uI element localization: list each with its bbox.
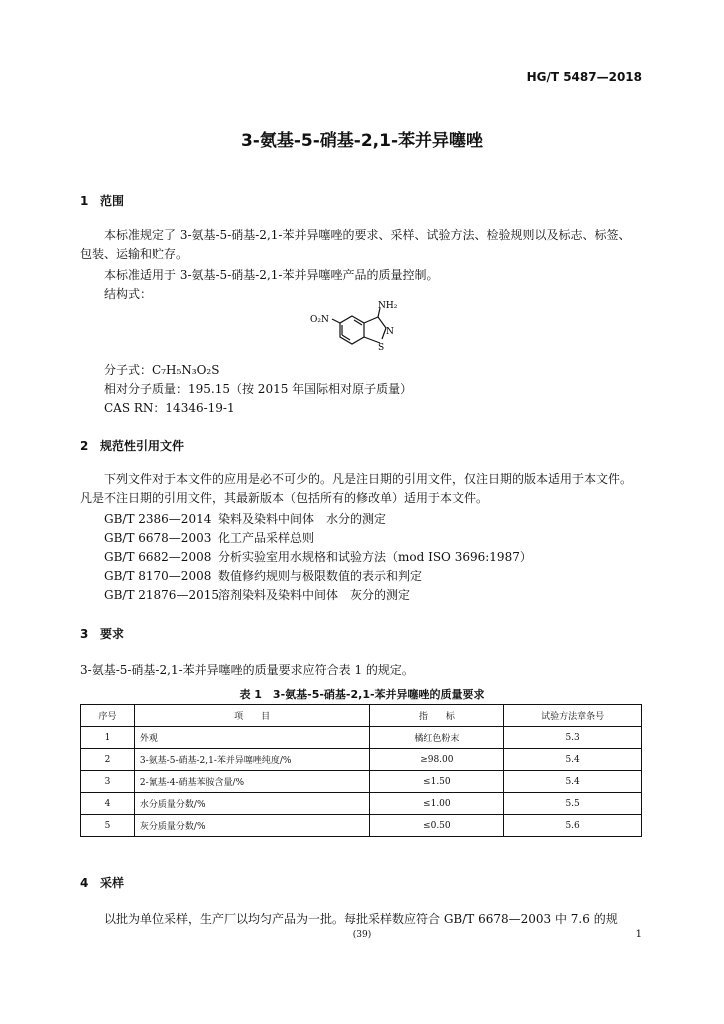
section-title: 范围 — [100, 194, 125, 208]
table-header-row — [81, 705, 642, 727]
reference-code: GB/T 2386—2014 — [104, 512, 212, 526]
section-3-heading — [80, 625, 124, 642]
table-cell: 3 — [81, 771, 135, 793]
reference-item — [104, 567, 422, 584]
amine-label: NH₂ — [378, 301, 398, 311]
table-row — [81, 793, 642, 815]
reference-title: 数值修约规则与极限数值的表示和判定 — [218, 569, 423, 583]
requirements-intro: 3-氨基-5-硝基-2,1-苯并异噻唑的质量要求应符合表 1 的规定。 — [80, 663, 414, 677]
reference-title: 化工产品采样总则 — [218, 531, 315, 545]
table-cell: 4 — [81, 793, 135, 815]
reference-code: GB/T 6678—2003 — [104, 531, 212, 545]
table-header-cell: 试验方法章条号 — [504, 705, 642, 727]
table-row — [81, 771, 642, 793]
reference-title: 分析实验室用水规格和试验方法（mod ISO 3696:1987） — [218, 550, 532, 564]
table-row — [81, 727, 642, 749]
table-cell: ≤1.00 — [370, 793, 504, 815]
scope-paragraph-1: 本标准规定了 3-氨基-5-硝基-2,1-苯并异噻唑的要求、采样、试验方法、检验规则以及标志、标签、包装、运输和贮存。 — [80, 228, 631, 261]
nitro-label: O₂N — [310, 315, 329, 325]
document-title: 3-氨基-5-硝基-2,1-苯并异噻唑 — [240, 131, 484, 151]
table-cell: ≥98.00 — [370, 749, 504, 771]
table-header-cell: 指 标 — [370, 705, 504, 727]
reference-title: 溶剂染料及染料中间体 灰分的测定 — [218, 588, 411, 602]
table-cell: 5.3 — [504, 727, 642, 749]
table-header-cell: 项 目 — [134, 705, 370, 727]
reference-item — [104, 510, 386, 527]
table-cell: 3-氨基-5-硝基-2,1-苯并异噻唑纯度/% — [134, 749, 370, 771]
section-2-heading — [80, 437, 184, 454]
section-number: 2 — [80, 439, 89, 453]
footer-page-marker: (39) — [352, 930, 372, 940]
sampling-paragraph: 以批为单位采样，生产厂以均匀产品为一批。每批采样数应符合 GB/T 6678—2003 中 7.6 的规 — [104, 912, 618, 926]
table-cell: 2 — [81, 749, 135, 771]
structure-label: 结构式： — [104, 287, 153, 301]
reference-code: GB/T 8170—2008 — [104, 569, 212, 583]
table-row — [81, 815, 642, 837]
structural-formula — [300, 298, 420, 360]
section-number: 3 — [80, 627, 89, 641]
reference-item — [104, 529, 314, 546]
table-cell: 橘红色粉末 — [370, 727, 504, 749]
molecular-formula: 分子式：C₇H₅N₃O₂S — [104, 363, 220, 377]
section-title: 规范性引用文件 — [100, 439, 185, 453]
table-cell: 外观 — [134, 727, 370, 749]
nitrogen-label: N — [386, 327, 394, 337]
section-1-heading — [80, 192, 124, 209]
table-cell: 灰分质量分数/% — [134, 815, 370, 837]
sulfur-label: S — [378, 343, 385, 353]
table-cell: 5.4 — [504, 771, 642, 793]
standard-code: HG/T 5487—2018 — [526, 70, 642, 84]
reference-code: GB/T 21876—2015 — [104, 588, 219, 602]
table-cell: ≤0.50 — [370, 815, 504, 837]
references-intro: 下列文件对于本文件的应用是必不可少的。凡是注日期的引用文件，仅注日期的版本适用于本文件。凡是不注日期的引用文件，其最新版本（包括所有的修改单）适用于本文件。 — [80, 472, 633, 505]
quality-requirements-table — [80, 704, 642, 837]
reference-item — [104, 548, 532, 565]
reference-title: 染料及染料中间体 水分的测定 — [218, 512, 387, 526]
table-cell: 水分质量分数/% — [134, 793, 370, 815]
table-row — [81, 749, 642, 771]
table-cell: ≤1.50 — [370, 771, 504, 793]
table-cell: 5.4 — [504, 749, 642, 771]
molecular-mass: 相对分子质量：195.15（按 2015 年国际相对原子质量） — [104, 382, 413, 396]
reference-code: GB/T 6682—2008 — [104, 550, 212, 564]
cas-number: CAS RN：14346-19-1 — [104, 401, 235, 415]
section-title: 要求 — [100, 627, 125, 641]
section-title: 采样 — [100, 876, 125, 890]
table-cell: 5.6 — [504, 815, 642, 837]
section-number: 4 — [80, 876, 89, 890]
scope-paragraph-2: 本标准适用于 3-氨基-5-硝基-2,1-苯并异噻唑产品的质量控制。 — [104, 268, 439, 282]
reference-item — [104, 586, 410, 603]
table-cell: 5 — [81, 815, 135, 837]
section-number: 1 — [80, 194, 89, 208]
table-cell: 1 — [81, 727, 135, 749]
table-cell: 2-氰基-4-硝基苯胺含量/% — [134, 771, 370, 793]
table-caption: 表 1 3-氨基-5-硝基-2,1-苯并异噻唑的质量要求 — [239, 688, 485, 701]
page-number: 1 — [635, 929, 642, 940]
table-header-cell: 序号 — [81, 705, 135, 727]
table-cell: 5.5 — [504, 793, 642, 815]
section-4-heading — [80, 874, 124, 891]
